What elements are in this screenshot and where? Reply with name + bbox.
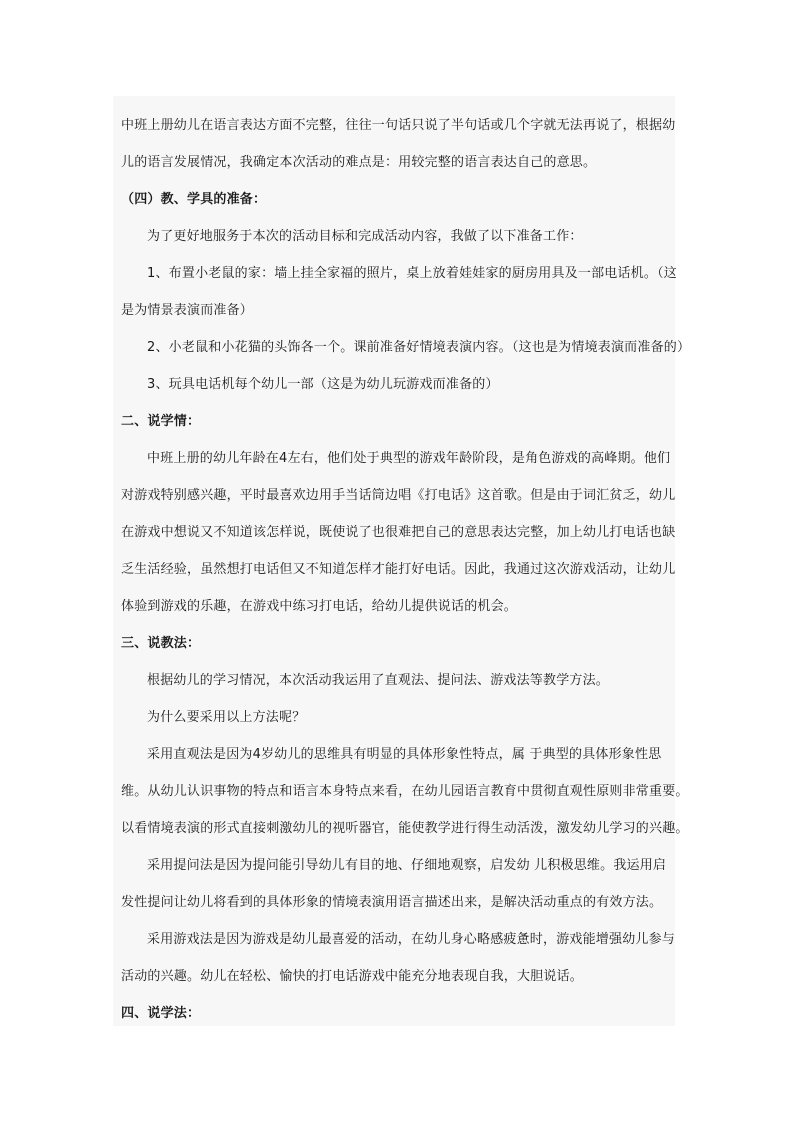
- section-heading: 四、说学法：: [121, 1006, 201, 1021]
- paragraph-line: 体验到游戏的乐趣，在游戏中练习打电话，给幼儿提供说话的机会。: [121, 599, 518, 614]
- paragraph-line: 中班上册幼儿在语言表达方面不完整，往往一句话只说了半句话或几个字就无法再说了，根据幼: [121, 118, 676, 133]
- paragraph-line: 2、小老鼠和小花猫的头饰各一个。课前准备好情境表演内容。（这也是为情境表演而准备的）: [147, 340, 691, 355]
- paragraph-line: 活动的兴趣。幼儿在轻松、愉快的打电话游戏中能充分地表现自我，大胆说话。: [121, 969, 584, 984]
- section-heading: （四）教、学具的准备：: [121, 192, 267, 207]
- paragraph-line: 为了更好地服务于本次的活动目标和完成活动内容，我做了以下准备工作：: [147, 229, 583, 244]
- paragraph-line: 采用提问法是因为提问能引导幼儿有目的地、仔细地观察，启发幼 儿积极思维。我运用启: [147, 858, 667, 873]
- paragraph-line: 儿的语言发展情况，我确定本次活动的难点是：用较完整的语言表达自己的意思。: [121, 155, 597, 170]
- section-heading: 二、说学情：: [121, 414, 201, 429]
- paragraph-line: 乏生活经验，虽然想打电话但又不知道怎样才能打好电话。因此，我通过这次游戏活动，让幼儿: [121, 562, 676, 577]
- paragraph-line: 发性提问让幼儿将看到的具体形象的情境表演用语言描述出来，是解决活动重点的有效方法。: [121, 895, 663, 910]
- paragraph-line: 采用游戏法是因为游戏是幼儿最喜爱的活动，在幼儿身心略感疲惫时，游戏能增强幼儿参与: [147, 932, 676, 947]
- paragraph-line: 是为情景表演而准备）: [121, 303, 254, 318]
- paragraph-line: 中班上册的幼儿年龄在4左右，他们处于典型的游戏年龄阶段，是角色游戏的高峰期。他们: [147, 451, 671, 466]
- paragraph-line: 采用直观法是因为4岁幼儿的思维具有明显的具体形象性特点，属 于典型的具体形象性思: [147, 747, 662, 762]
- paragraph-line: 3、玩具电话机每个幼儿一部（这是为幼儿玩游戏而准备的）: [147, 377, 499, 392]
- paragraph-line: 维。从幼儿认识事物的特点和语言本身特点来看，在幼儿园语言教育中贯彻直观性原则非常重要。: [121, 784, 689, 799]
- paragraph-line: 1、布置小老鼠的家：墙上挂全家福的照片，桌上放着娃娃家的厨房用具及一部电话机。（这: [147, 266, 677, 281]
- paragraph-line: 对游戏特别感兴趣，平时最喜欢边用手当话筒边唱《打电话》这首歌。但是由于词汇贫乏，幼儿: [121, 488, 676, 503]
- paragraph-line: 为什么要采用以上方法呢？: [147, 710, 306, 725]
- paragraph-line: 在游戏中想说又不知道该怎样说，既使说了也很难把自己的意思表达完整，加上幼儿打电话也缺: [121, 525, 676, 540]
- section-heading: 三、说教法：: [121, 636, 201, 651]
- paragraph-line: 根据幼儿的学习情况，本次活动我运用了直观法、提问法、游戏法等教学方法。: [147, 673, 610, 688]
- paragraph-line: 以看情境表演的形式直接刺激幼儿的视听器官，能使教学进行得生动活泼，激发幼儿学习的兴趣。: [121, 821, 689, 836]
